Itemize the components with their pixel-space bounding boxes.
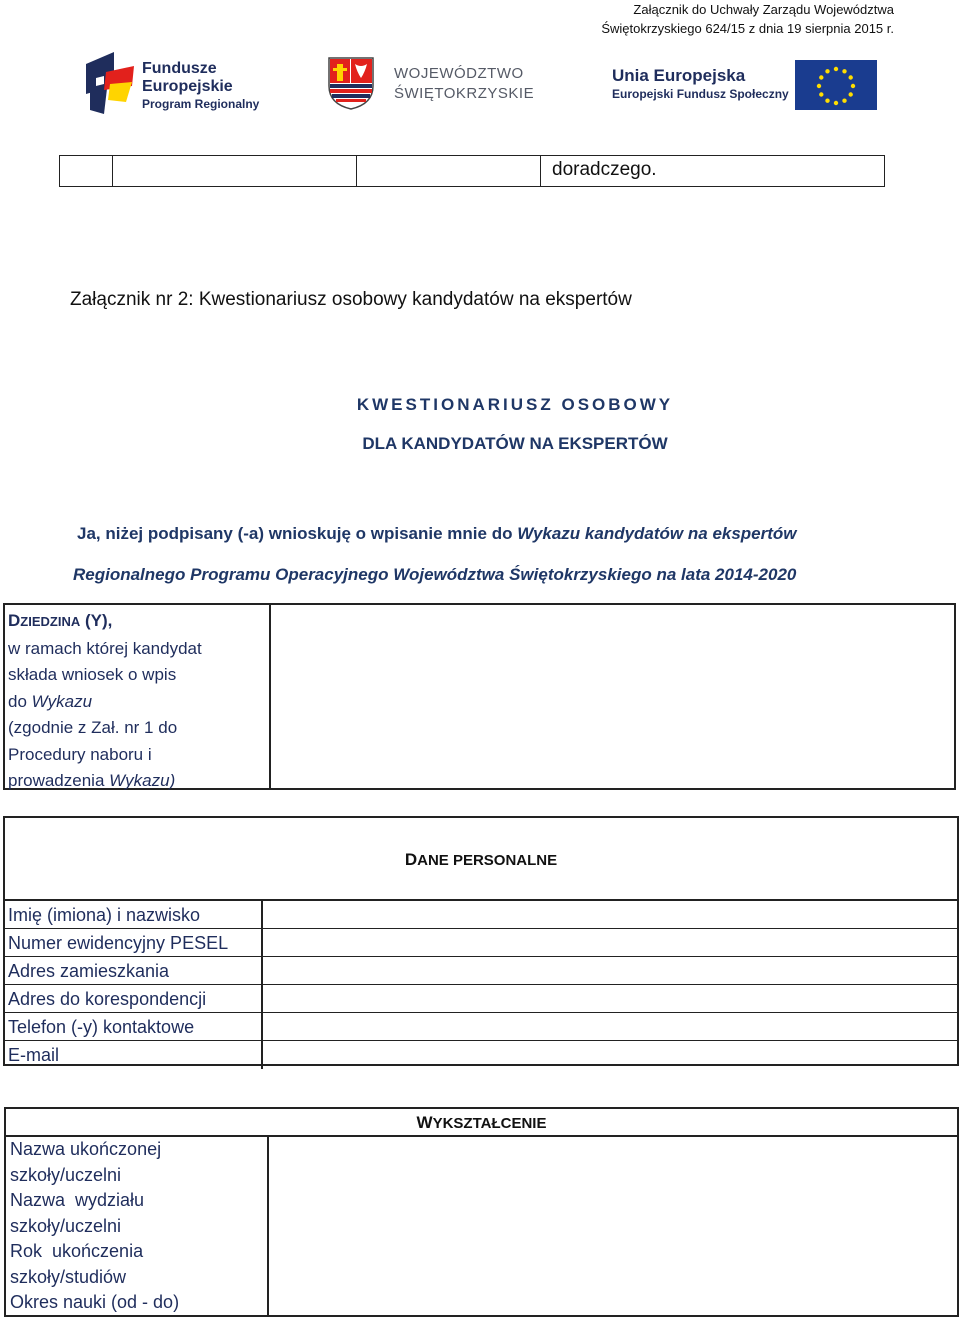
table-row bbox=[5, 901, 957, 929]
ue-line1: Unia Europejska bbox=[612, 66, 746, 85]
unia-europejska-text bbox=[612, 66, 789, 102]
graduation-year-label-l1: Rok ukończenia bbox=[10, 1241, 144, 1261]
dziedzina-line4 bbox=[8, 689, 266, 716]
declaration-line2: Regionalnego Programu Operacyjnego Województwa Świętokrzyskiego na lata 2014-2020 bbox=[73, 565, 797, 584]
table-row bbox=[5, 929, 957, 957]
continued-row-text: doradczego. bbox=[552, 159, 657, 180]
header-note bbox=[601, 0, 894, 38]
correspondence-address-label: Adres do korespondencji bbox=[5, 985, 263, 1012]
personal-data-table bbox=[3, 816, 959, 1066]
dziedzina-title-initial: D bbox=[8, 611, 21, 630]
pesel-field[interactable] bbox=[263, 929, 957, 956]
faculty-label-l1: Nazwa wydziału bbox=[10, 1190, 145, 1210]
table-cell-divider bbox=[356, 156, 357, 186]
dziedzina-input-field[interactable] bbox=[271, 605, 954, 788]
dziedzina-line7-italic: Wykazu) bbox=[109, 771, 176, 790]
pesel-label: Numer ewidencyjny PESEL bbox=[5, 929, 263, 956]
dziedzina-line4-italic: Wykazu bbox=[31, 691, 93, 711]
table-row bbox=[5, 1041, 957, 1069]
form-title-line2: DLA KANDYDATÓW NA EKSPERTÓW bbox=[362, 434, 668, 453]
declaration-wykaz: Wykazu kandydatów na ekspertów bbox=[517, 524, 797, 543]
table-row bbox=[5, 985, 957, 1013]
school-name-label-l2: szkoły/uczelni bbox=[10, 1164, 122, 1185]
education-heading-rest: YKSZTAŁCENIE bbox=[432, 1115, 547, 1132]
faculty-label-l2: szkoły/uczelni bbox=[10, 1215, 122, 1236]
table-cell-divider bbox=[112, 156, 113, 186]
dziedzina-title bbox=[8, 608, 266, 636]
education-heading-initial: W bbox=[416, 1113, 433, 1132]
declaration-prefix: Ja, niżej podpisany (-a) wnioskuję o wpisanie mnie do bbox=[77, 524, 518, 543]
ws-line1: WOJEWÓDZTWO bbox=[394, 65, 524, 82]
dziedzina-line5: (zgodnie z Zał. nr 1 do bbox=[8, 718, 178, 737]
table-row bbox=[5, 957, 957, 985]
fe-line2: Europejskie bbox=[142, 78, 233, 95]
dziedzina-line4-prefix: do bbox=[8, 691, 32, 711]
header-note-line2: Świętokrzyskiego 624/15 z dnia 19 sierpnia 2015 r. bbox=[601, 21, 894, 36]
dziedzina-line7 bbox=[8, 768, 266, 795]
education-heading bbox=[6, 1113, 957, 1133]
declaration-line1 bbox=[77, 524, 797, 544]
email-field[interactable] bbox=[263, 1041, 957, 1069]
graduation-year-label-l2: szkoły/studiów bbox=[10, 1266, 127, 1287]
email-label: E-mail bbox=[5, 1041, 263, 1069]
ue-line2: Europejski Fundusz Społeczny bbox=[612, 87, 789, 101]
table-cell-divider bbox=[540, 156, 541, 186]
dziedzina-table bbox=[3, 603, 956, 790]
fe-line3: Program Regionalny bbox=[142, 97, 260, 111]
study-period-label: Okres nauki (od - do) bbox=[10, 1292, 180, 1312]
form-title-line1: KWESTIONARIUSZ OSOBOWY bbox=[356, 395, 674, 414]
wojewodztwo-text bbox=[394, 64, 534, 104]
education-label-cell bbox=[6, 1135, 269, 1315]
phone-label: Telefon (-y) kontaktowe bbox=[5, 1013, 263, 1040]
dziedzina-label-cell bbox=[5, 605, 271, 788]
name-label: Imię (imiona) i nazwisko bbox=[5, 901, 263, 928]
dziedzina-line2: w ramach której kandydat bbox=[8, 638, 202, 658]
education-table bbox=[4, 1107, 959, 1317]
fundusze-europejskie-logo-icon bbox=[86, 50, 136, 116]
dziedzina-line6: Procedury naboru i bbox=[8, 744, 152, 764]
personal-data-heading bbox=[5, 850, 957, 870]
school-name-label-l1: Nazwa ukończonej bbox=[10, 1139, 162, 1159]
address-field[interactable] bbox=[263, 957, 957, 984]
table-row bbox=[5, 1013, 957, 1041]
education-input-field[interactable] bbox=[269, 1135, 957, 1315]
eu-flag-icon bbox=[795, 60, 877, 110]
wojewodztwo-coat-of-arms-icon bbox=[327, 56, 375, 110]
annex-title: Załącznik nr 2: Kwestionariusz osobowy kandydatów na ekspertów bbox=[70, 289, 632, 310]
ws-line2: ŚWIĘTOKRZYSKIE bbox=[394, 85, 535, 102]
dziedzina-title-small: ZIEDZINA bbox=[20, 614, 81, 629]
name-field[interactable] bbox=[263, 901, 957, 928]
fe-line1: Fundusze bbox=[142, 60, 217, 77]
address-label: Adres zamieszkania bbox=[5, 957, 263, 984]
correspondence-address-field[interactable] bbox=[263, 985, 957, 1012]
personal-heading-rest: ANE PERSONALNE bbox=[417, 852, 558, 869]
dziedzina-title-rest: (Y), bbox=[80, 611, 113, 630]
personal-heading-initial: D bbox=[404, 850, 418, 869]
personal-data-rows bbox=[5, 899, 957, 1064]
dziedzina-line3: składa wniosek o wpis bbox=[8, 665, 177, 684]
header-note-line1: Załącznik do Uchwały Zarządu Województwa bbox=[633, 2, 894, 17]
continued-table-row bbox=[59, 155, 885, 187]
dziedzina-line7-prefix: prowadzenia bbox=[8, 771, 110, 790]
phone-field[interactable] bbox=[263, 1013, 957, 1040]
fundusze-europejskie-text bbox=[142, 60, 259, 112]
